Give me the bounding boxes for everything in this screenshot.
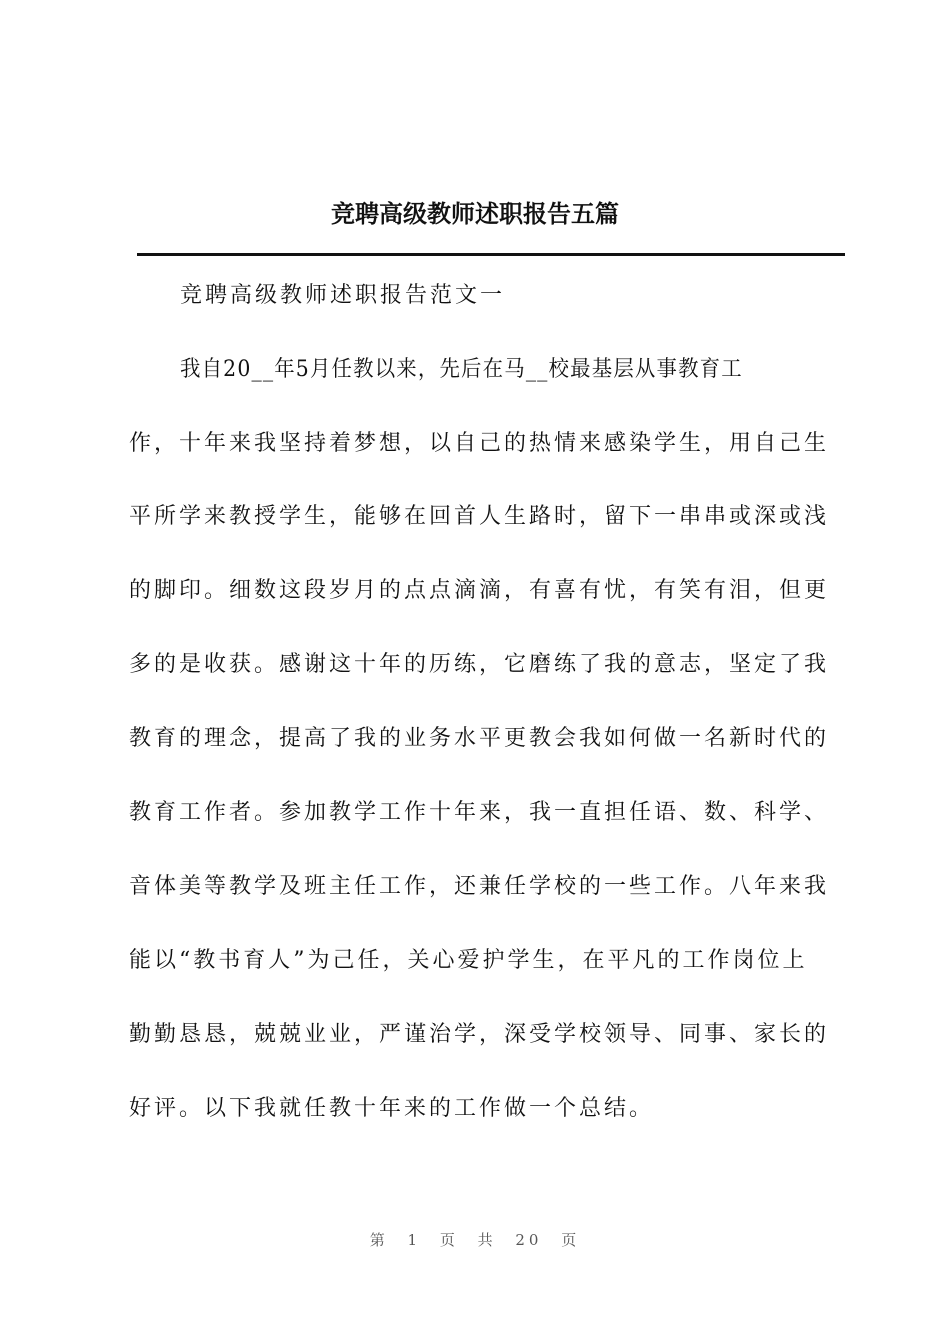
paragraph-line: 的脚印。细数这段岁月的点点滴滴，有喜有忧，有笑有泪，但更 [129,578,830,603]
paragraph-line: 勤勤恳恳，兢兢业业，严谨治学，深受学校领导、同事、家长的 [129,1022,830,1047]
paragraph-line: 平所学来教授学生，能够在回首人生路时，留下一串串或深或浅 [129,504,830,529]
paragraph-line: 能以“教书育人”为己任，关心爱护学生，在平凡的工作岗位上 [129,948,808,973]
paragraph-line: 教育的理念，提高了我的业务水平更教会我如何做一名新时代的 [129,726,830,751]
section-heading: 竞聘高级教师述职报告范文一 [180,283,506,308]
paragraph-line: 音体美等教学及班主任工作，还兼任学校的一些工作。八年来我 [129,874,830,899]
paragraph-line: 我自20__年5月任教以来，先后在马__校最基层从事教育工 [180,357,743,382]
paragraph-line: 好评。以下我就任教十年来的工作做一个总结。 [129,1096,655,1121]
document-title: 竞聘高级教师述职报告五篇 [331,199,619,228]
paragraph-line: 多的是收获。感谢这十年的历练，它磨练了我的意志，坚定了我 [129,652,830,677]
title-divider [137,253,845,256]
paragraph-line: 教育工作者。参加教学工作十年来，我一直担任语、数、科学、 [129,800,830,825]
paragraph-line: 作，十年来我坚持着梦想，以自己的热情来感染学生，用自己生 [129,431,830,456]
page-number-footer: 第 1 页 共 20 页 [369,1231,581,1249]
